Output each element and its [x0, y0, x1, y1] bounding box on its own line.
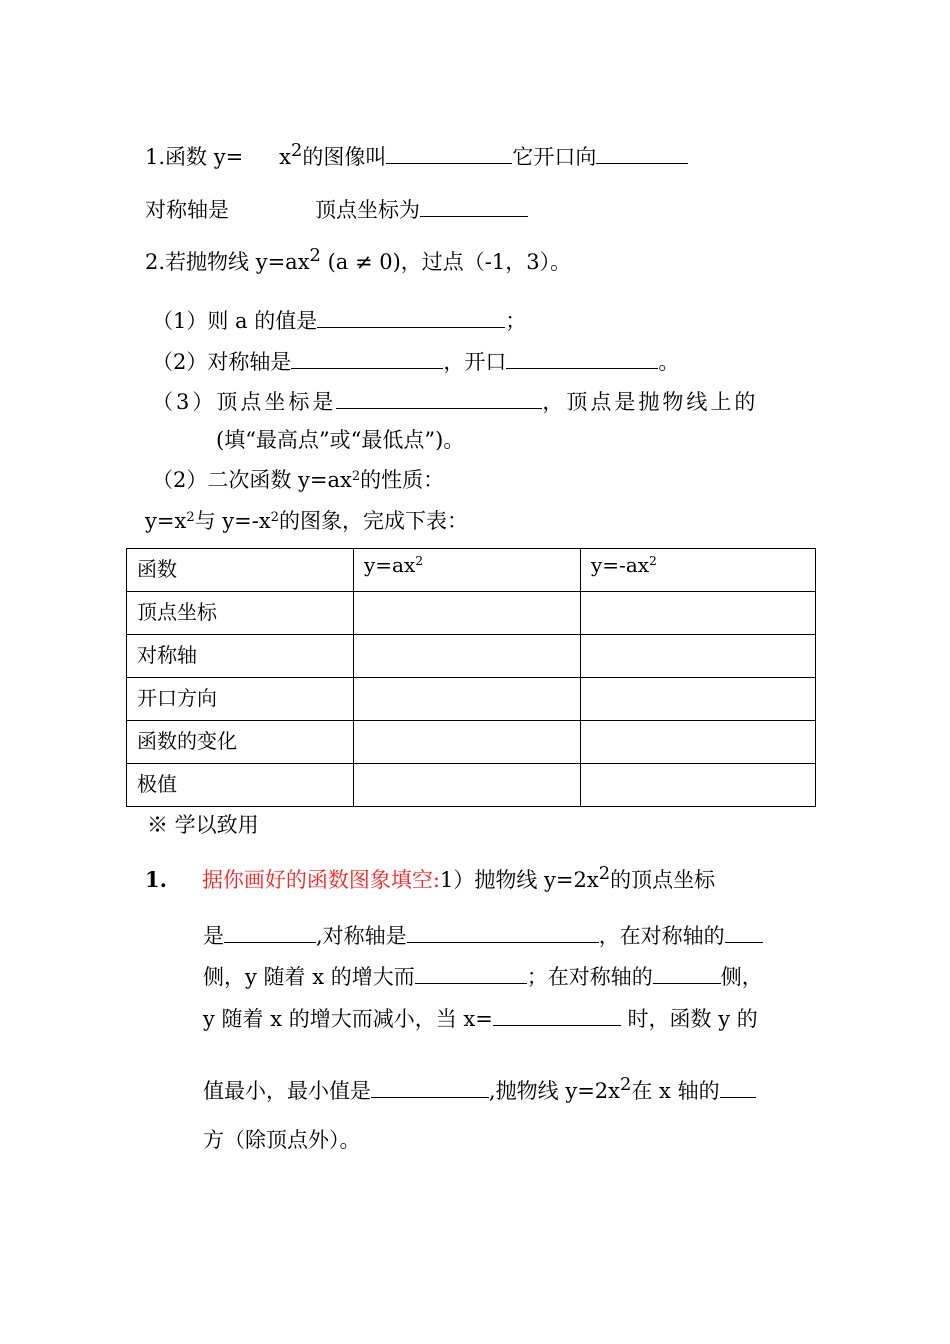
q2-sub2-label: （2）对称轴是 [152, 350, 292, 374]
apply-l5-sup: 2 [620, 1073, 632, 1095]
q2-sub3-label: （3）顶点坐标是 [152, 390, 337, 414]
apply-blank-side2[interactable] [653, 963, 721, 984]
apply-p1-sup: 2 [598, 862, 611, 884]
answer-cell[interactable] [581, 635, 816, 678]
props-intro-c: 的图象，完成下表： [278, 509, 468, 533]
q2-sub3-cont-text: (填“最高点”或“最低点”)。 [216, 428, 465, 452]
q1-sup: 2 [291, 139, 303, 161]
apply-number: 1. [145, 867, 167, 892]
q1-text: 1.函数 y= [145, 145, 244, 169]
q1-text3: 它开口向 [512, 145, 597, 169]
row-label: 函数的变化 [127, 721, 354, 764]
header-y-ax2-sup: 2 [415, 553, 424, 569]
answer-cell[interactable] [354, 764, 581, 807]
apply-blank-trend[interactable] [415, 963, 527, 984]
header-y-ax2-text: y=ax [364, 553, 416, 577]
q1-x: x [279, 145, 292, 169]
props-heading [152, 470, 444, 491]
apply-line6: 方（除顶点外）。 [203, 1128, 361, 1152]
apply-l3c: 侧， [720, 965, 763, 989]
answer-cell[interactable] [354, 721, 581, 764]
q1-axis-label: 对称轴是 [145, 198, 229, 222]
q2-stem-sup: 2 [309, 244, 321, 266]
apply-l5b: ,抛物线 y=2x [489, 1079, 621, 1103]
apply-blank-min[interactable] [371, 1077, 489, 1098]
apply-blank-axis[interactable] [407, 922, 599, 943]
answer-cell[interactable] [581, 678, 816, 721]
table-row [127, 635, 816, 678]
q1-blank-vertex[interactable] [420, 196, 528, 217]
apply-line5 [203, 1073, 756, 1103]
header-cell-function: 函数 [127, 549, 354, 592]
apply-l4b: 时，函数 y 的 [620, 1007, 758, 1031]
apply-l2a: 是 [203, 924, 224, 948]
props-intro-sup2: 2 [270, 509, 279, 525]
props-intro-sup1: 2 [186, 509, 195, 525]
row-label: 顶点坐标 [127, 592, 354, 635]
apply-p1: 1）抛物线 y=2x [440, 868, 599, 892]
apply-line2 [203, 922, 763, 947]
apply-line1 [145, 862, 716, 892]
row-label: 开口方向 [127, 678, 354, 721]
table-row [127, 678, 816, 721]
q1-line2 [145, 196, 528, 221]
properties-table [126, 548, 816, 807]
header-y-neg-ax2-sup: 2 [649, 553, 657, 569]
q2-sub1-label: （1）则 a 的值是 [152, 309, 318, 333]
q1-vertex-label: 顶点坐标为 [315, 198, 420, 222]
table-row [127, 592, 816, 635]
header-cell-y-ax2 [354, 549, 581, 592]
apply-title: ※ 学以致用 [147, 813, 259, 837]
apply-line3 [203, 963, 763, 988]
q2-blank-axis[interactable] [291, 348, 443, 369]
answer-cell[interactable] [581, 592, 816, 635]
q1-blank-direction[interactable] [596, 143, 688, 164]
q1-line1 [145, 139, 688, 169]
table-header-row [127, 549, 816, 592]
apply-red-instruction: 据你画好的函数图象填空: [201, 868, 441, 892]
apply-l4a: y 随着 x 的增大而减小，当 x= [203, 1007, 493, 1031]
apply-l3a: 侧，y 随着 x 的增大而 [203, 965, 415, 989]
props-heading-sup: 2 [351, 468, 361, 484]
row-label: 极值 [127, 764, 354, 807]
q2-sub3-mid: ，顶点是抛物线上的 [542, 390, 759, 414]
apply-l5a: 值最小，最小值是 [203, 1079, 371, 1103]
apply-blank-position[interactable] [720, 1077, 756, 1098]
apply-blank-side1[interactable] [725, 922, 763, 943]
q2-blank-opening[interactable] [506, 348, 658, 369]
q2-sub2 [152, 348, 679, 373]
q2-sub2-mid: ，开口 [443, 350, 507, 374]
answer-cell[interactable] [354, 635, 581, 678]
answer-cell[interactable] [354, 678, 581, 721]
props-intro-b: 与 y=-x [194, 509, 271, 533]
answer-cell[interactable] [354, 592, 581, 635]
props-intro [145, 511, 468, 532]
q2-stem-b: (a ≠ 0)，过点（-1，3）。 [320, 250, 572, 274]
q1-text2: 的图像叫 [302, 145, 387, 169]
apply-blank-vertex[interactable] [224, 922, 316, 943]
q2-sub1-end: ； [505, 309, 527, 333]
q2-blank-vertex[interactable] [336, 388, 542, 409]
apply-l2c: ，在对称轴的 [598, 924, 725, 948]
table-row [127, 721, 816, 764]
apply-l2b: ,对称轴是 [316, 924, 407, 948]
table-row [127, 764, 816, 807]
apply-blank-x[interactable] [493, 1005, 621, 1026]
q2-blank-a[interactable] [317, 307, 505, 328]
q2-sub3-cont [216, 430, 464, 451]
q2-stem [145, 244, 572, 274]
header-cell-y-neg-ax2 [581, 549, 816, 592]
q2-sub2-end: 。 [658, 350, 680, 374]
row-label: 对称轴 [127, 635, 354, 678]
apply-line4 [203, 1005, 758, 1030]
props-intro-a: y=x [145, 509, 187, 533]
apply-l5c: 在 x 轴的 [631, 1079, 720, 1103]
q2-sub3 [152, 388, 758, 413]
apply-p1-end: 的顶点坐标 [610, 868, 716, 892]
header-y-neg-ax2-text: y=-ax [591, 553, 650, 577]
props-heading-end: 的性质： [360, 468, 445, 492]
apply-l3b: ；在对称轴的 [526, 965, 653, 989]
q2-sub1 [152, 307, 526, 332]
q2-stem-a: 2.若抛物线 y=ax [145, 250, 310, 274]
answer-cell[interactable] [581, 721, 816, 764]
q1-blank-name[interactable] [386, 143, 512, 164]
answer-cell[interactable] [581, 764, 816, 807]
props-heading-text: （2）二次函数 y=ax [152, 468, 352, 492]
